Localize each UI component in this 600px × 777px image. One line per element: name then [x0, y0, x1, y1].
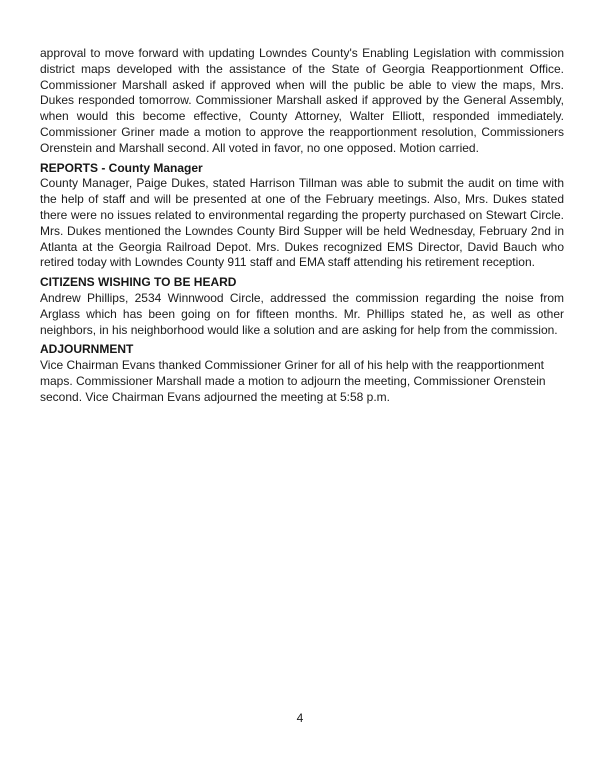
- section-body-citizens-wishing-to-be-heard: Andrew Phillips, 2534 Winnwood Circle, addressed the commission regarding the noise from Arglass which has been going on for fifteen months. Mr. Phillips stated he, as well as other neighbors, in his neighborhood would like a solution and are asking for help from the commission.: [40, 290, 564, 337]
- section-heading-adjournment: ADJOURNMENT: [40, 342, 134, 357]
- minutes-page-content: [40, 46, 564, 406]
- section-body-reports-county-manager: County Manager, Paige Dukes, stated Harrison Tillman was able to submit the audit on time with the help of staff and will be presented at one of the February meetings. Also, Mrs. Dukes stated there were no issues related to environmental regarding the property purchased on Stewart Circle. Mrs. Dukes mentioned the Lowndes County Bird Supper will be held Wednesday, February 2nd in Atlanta at the Georgia Railroad Depot. Mrs. Dukes recognized EMS Director, David Bauch who retired today with Lowndes County 911 staff and EMA staff attending his retirement reception.: [40, 176, 564, 270]
- section-heading-citizens-wishing-to-be-heard: CITIZENS WISHING TO BE HEARD: [40, 275, 237, 290]
- section-body-adjournment: Vice Chairman Evans thanked Commissioner Griner for all of his help with the reapportionment maps. Commissioner Marshall made a motion to adjourn the meeting, Commissioner Orenstein second. Vice Chairman Evans adjourned the meeting at 5:58 p.m.: [40, 358, 546, 404]
- section-heading-reports-county-manager: REPORTS - County Manager: [40, 160, 203, 175]
- page-number: 4: [296, 711, 304, 725]
- intro-paragraph: approval to move forward with updating Lowndes County's Enabling Legislation with commission district maps developed with the assistance of the State of Georgia Reapportionment Office. Commissioner Marshall asked if approved when will the public be able to view the maps, Mrs. Dukes responded tomorrow. Commissioner Marshall asked if approved by the General Assembly, when would this become effective, County Attorney, Walter Elliott, responded immediately. Commissioner Griner made a motion to approve the reapportionment resolution, Commissioners Orenstein and Marshall second. All voted in favor, no one opposed. Motion carried.: [40, 46, 564, 155]
